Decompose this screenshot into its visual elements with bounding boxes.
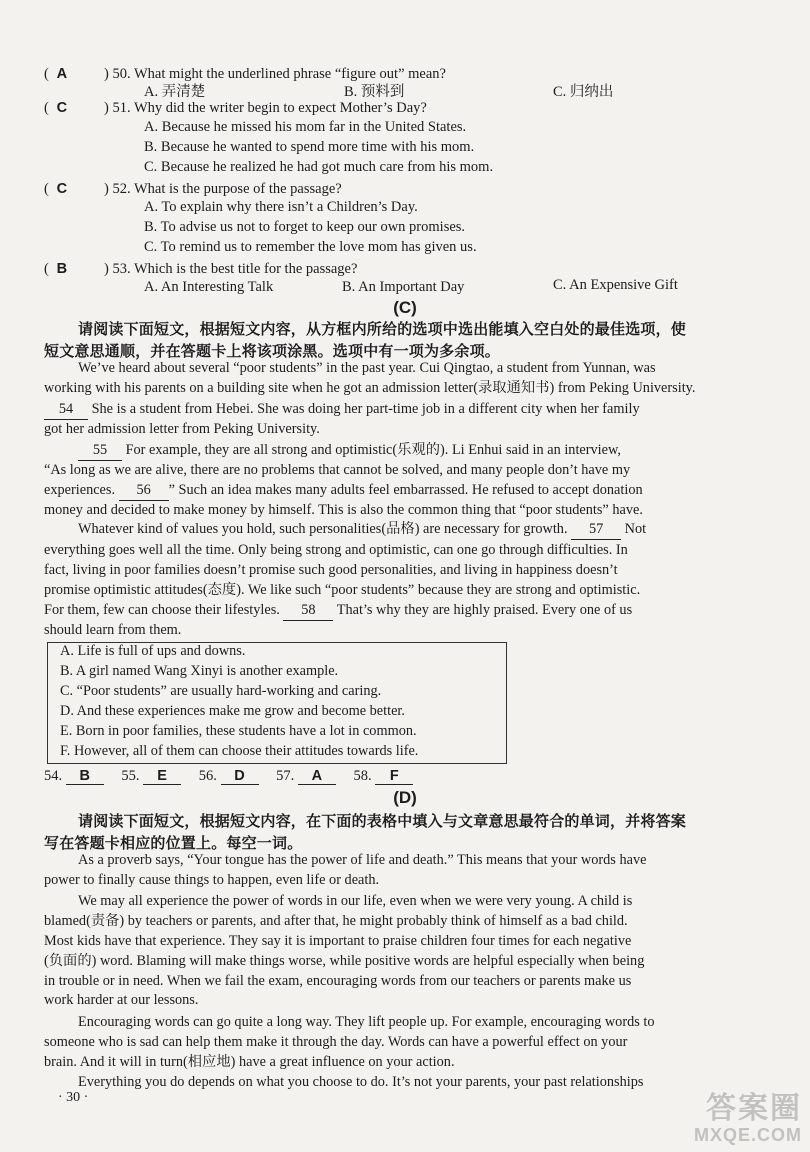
question-text: ) 53. Which is the best title for the passage?	[104, 261, 358, 277]
passage-c-line: fact, living in poor families doesn’t promise such good personalities, and living in happiness doesn’t	[44, 562, 618, 578]
box-option: C. “Poor students” are usually hard-working and caring.	[60, 683, 382, 699]
passage-d-line: As a proverb says, “Your tongue has the power of life and death.” This means that your words have	[78, 852, 647, 868]
box-option: D. And these experiences make me grow and become better.	[60, 703, 405, 719]
passage-c-line: working with his parents on a building site when he got an admission letter(录取通知书) from Peking University.	[44, 380, 696, 396]
question-53: ( B ) 53. Which is the best title for the passage?	[44, 261, 358, 277]
option-c: C. 归纳出	[553, 84, 614, 100]
passage-c-line: 54 She is a student from Hebei. She was doing her part-time job in a different city when her family	[44, 399, 640, 420]
answer-letter: C	[56, 100, 68, 116]
section-c-instruction-2: 短文意思通顺，并在答题卡上将该项涂黑。选项中有一项为多余项。	[44, 342, 501, 360]
question-text: ) 50. What might the underlined phrase “figure out” mean?	[104, 66, 446, 82]
answer-key-item: 55. E	[121, 768, 181, 785]
blank-57: 57	[571, 519, 621, 540]
section-d-instruction-2: 写在答题卡相应的位置上。每空一词。	[44, 834, 303, 852]
answer-key-item: 54. B	[44, 768, 104, 785]
option-b: B. 预料到	[344, 84, 405, 100]
question-51: ( C ) 51. Why did the writer begin to expect Mother’s Day?	[44, 100, 427, 116]
box-option: A. Life is full of ups and downs.	[60, 643, 246, 659]
watermark	[694, 1093, 802, 1146]
passage-d-line: blamed(责备) by teachers or parents, and after that, he might probably think of himself as a bad child.	[44, 913, 628, 929]
question-text: ) 52. What is the purpose of the passage?	[104, 181, 342, 197]
box-option: B. A girl named Wang Xinyi is another example.	[60, 663, 339, 679]
passage-c-line: money and decided to make money by himself. This is also the common thing that “poor students” have.	[44, 502, 643, 518]
passage-c-line: got her admission letter from Peking University.	[44, 421, 320, 437]
passage-c-line: 55 For example, they are all strong and optimistic(乐观的). Li Enhui said in an interview,	[78, 440, 621, 461]
answer-key-item: 57. A	[276, 768, 336, 785]
blank-56: 56	[119, 480, 169, 501]
watermark-url: MXQE.COM	[693, 1125, 802, 1145]
passage-d-line: Encouraging words can go quite a long way. They lift people up. For example, encouraging words to	[78, 1014, 655, 1030]
answer-paren: ( A	[44, 64, 104, 84]
passage-c-line: Whatever kind of values you hold, such personalities(品格) are necessary for growth. 57 Not	[78, 519, 646, 540]
section-d-instruction-1: 请阅读下面短文，根据短文内容，在下面的表格中填入与文章意思最符合的单词，并将答案	[78, 812, 687, 830]
passage-d-line: in trouble or in need. When we fail the exam, encouraging words from our teachers or parents make us	[44, 973, 632, 989]
question-52: ( C ) 52. What is the purpose of the passage?	[44, 181, 342, 197]
option-a: A. 弄清楚	[144, 84, 206, 100]
answer-letter: C	[56, 181, 68, 197]
answer-key-item: 56. D	[199, 768, 259, 785]
section-c-heading: (C)	[393, 298, 417, 317]
passage-c-line: should learn from them.	[44, 622, 182, 638]
blank-58: 58	[283, 600, 333, 621]
option-b: B. Because he wanted to spend more time with his mom.	[144, 139, 475, 155]
passage-c-line: For them, few can choose their lifestyles. 58 That’s why they are highly praised. Every one of us	[44, 600, 632, 621]
passage-d-line: work harder at our lessons.	[44, 992, 199, 1008]
blank-54: 54	[44, 399, 88, 420]
option-b: B. To advise us not to forget to keep our own promises.	[144, 219, 466, 235]
passage-d-line: (负面的) word. Blaming will make things worse, while positive words are helpful especially when being	[44, 953, 645, 969]
section-d-heading: (D)	[393, 788, 417, 807]
option-a: A. Because he missed his mom far in the United States.	[144, 119, 467, 135]
answer-letter: B	[56, 261, 68, 277]
box-option: F. However, all of them can choose their attitudes towards life.	[60, 743, 419, 759]
passage-c-line: everything goes well all the time. Only being strong and optimistic, can one go through difficulties. In	[44, 542, 628, 558]
box-option: E. Born in poor families, these students have a lot in common.	[60, 723, 417, 739]
answer-letter: A	[56, 66, 68, 82]
answer-key-item: 58. F	[354, 768, 414, 785]
option-c: C. Because he realized he had got much care from his mom.	[144, 159, 494, 175]
option-c: C. An Expensive Gift	[553, 277, 678, 293]
passage-d-line: power to finally cause things to happen, even life or death.	[44, 872, 380, 888]
question-text: ) 51. Why did the writer begin to expect Mother’s Day?	[104, 100, 427, 116]
passage-d-line: We may all experience the power of words in our life, even when we were very young. A child is	[78, 893, 633, 909]
blank-55: 55	[78, 440, 122, 461]
passage-d-line: Everything you do depends on what you choose to do. It’s not your parents, your past relationships	[78, 1074, 644, 1090]
options-box	[47, 642, 507, 764]
passage-c-line: promise optimistic attitudes(态度). We like such “poor students” because they are strong and optimistic.	[44, 582, 641, 598]
passage-d-line: someone who is sad can help them make it through the day. Words can have a powerful effect on your	[44, 1034, 628, 1050]
answer-key-row	[44, 768, 427, 785]
option-a: A. To explain why there isn’t a Children’s Day.	[144, 199, 418, 215]
passage-d-line: Most kids have that experience. They say it is important to praise children four times for each negative	[44, 933, 632, 949]
section-c-instruction-1: 请阅读下面短文，根据短文内容，从方框内所给的选项中选出能填入空白处的最佳选项，使	[78, 320, 687, 338]
page-number: · 30 ·	[58, 1090, 89, 1105]
option-b: B. An Important Day	[342, 279, 465, 295]
passage-c-line: We’ve heard about several “poor students” in the past year. Cui Qingtao, a student from Yunnan, was	[78, 360, 656, 376]
option-c: C. To remind us to remember the love mom has given us.	[144, 239, 477, 255]
option-a: A. An Interesting Talk	[144, 279, 274, 295]
passage-c-line: “As long as we are alive, there are no problems that cannot be solved, and many people don’t have my	[44, 462, 631, 478]
watermark-logo: 答案圈	[706, 1092, 802, 1125]
passage-c-line: experiences. 56 ” Such an idea makes many adults feel embarrassed. He refused to accept donation	[44, 480, 643, 501]
passage-d-line: brain. And it will in turn(相应地) have a great influence on your action.	[44, 1054, 455, 1070]
